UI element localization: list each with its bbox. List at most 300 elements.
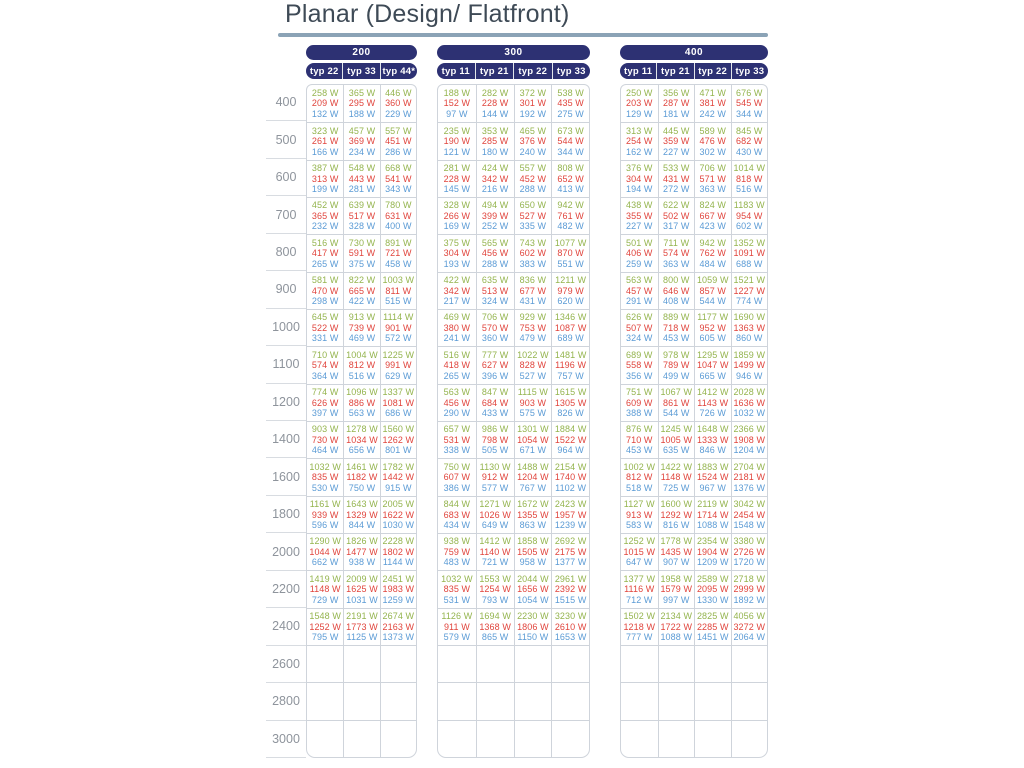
power-cell xyxy=(658,608,695,645)
value-mid: 1957 W xyxy=(554,509,587,520)
value-high: 626 W xyxy=(625,312,653,323)
value-low: 328 W xyxy=(348,221,376,232)
power-cell xyxy=(514,309,552,346)
power-cell xyxy=(514,533,552,570)
value-mid: 1904 W xyxy=(696,546,729,557)
value-mid: 609 W xyxy=(625,397,653,408)
value-mid: 570 W xyxy=(481,322,509,333)
value-high: 422 W xyxy=(443,275,471,286)
value-mid: 1355 W xyxy=(517,509,549,520)
value-low: 518 W xyxy=(625,482,653,493)
power-cell xyxy=(307,384,343,421)
value-high: 3380 W xyxy=(733,536,766,547)
value-low: 288 W xyxy=(481,258,509,269)
value-mid: 304 W xyxy=(443,248,471,259)
power-cell xyxy=(343,570,379,607)
value-low: 252 W xyxy=(481,221,509,232)
row-label: 600 xyxy=(266,159,306,196)
value-high: 1130 W xyxy=(479,461,511,472)
value-low: 1892 W xyxy=(733,594,766,605)
value-mid: 342 W xyxy=(443,285,471,296)
value-mid: 574 W xyxy=(662,248,690,259)
power-cell xyxy=(380,608,416,645)
value-low: 635 W xyxy=(662,445,690,456)
value-mid: 684 W xyxy=(481,397,509,408)
value-high: 258 W xyxy=(311,87,339,98)
value-mid: 1087 W xyxy=(554,322,587,333)
power-cell xyxy=(658,720,695,757)
value-mid: 602 W xyxy=(519,248,547,259)
value-low: 129 W xyxy=(625,108,653,119)
value-high: 942 W xyxy=(699,237,726,248)
value-mid: 380 W xyxy=(443,322,471,333)
power-cell xyxy=(551,496,589,533)
value-mid: 1182 W xyxy=(346,472,378,483)
column-header: typ 21 xyxy=(476,63,514,79)
group-300 xyxy=(437,45,590,758)
power-cell xyxy=(438,234,476,271)
row-label: 2200 xyxy=(266,571,306,608)
power-cell xyxy=(438,384,476,421)
value-high: 2674 W xyxy=(382,611,415,622)
value-high: 516 W xyxy=(443,349,471,360)
value-high: 1290 W xyxy=(309,536,341,547)
value-mid: 903 W xyxy=(519,397,547,408)
value-high: 1481 W xyxy=(554,349,587,360)
value-mid: 913 W xyxy=(625,509,653,520)
value-low: 1144 W xyxy=(382,557,414,568)
value-mid: 631 W xyxy=(385,210,412,221)
value-high: 2825 W xyxy=(696,611,729,622)
power-cell xyxy=(343,197,379,234)
value-mid: 369 W xyxy=(348,136,376,147)
value-high: 452 W xyxy=(311,200,339,211)
value-high: 1003 W xyxy=(382,275,415,286)
value-mid: 762 W xyxy=(699,248,726,259)
value-high: 1032 W xyxy=(441,573,473,584)
value-low: 241 W xyxy=(443,333,471,344)
power-cell xyxy=(551,234,589,271)
value-high: 2119 W xyxy=(697,499,729,510)
value-high: 1560 W xyxy=(382,424,415,435)
row-label: 1100 xyxy=(266,346,306,383)
value-high: 751 W xyxy=(625,387,653,398)
value-low: 579 W xyxy=(443,632,471,643)
value-high: 657 W xyxy=(443,424,471,435)
power-cell xyxy=(438,496,476,533)
value-low: 605 W xyxy=(699,333,726,344)
value-mid: 1140 W xyxy=(479,546,511,557)
value-high: 645 W xyxy=(311,312,339,323)
power-cell xyxy=(514,384,552,421)
value-low: 317 W xyxy=(662,221,690,232)
value-mid: 753 W xyxy=(519,322,547,333)
value-high: 1346 W xyxy=(554,312,587,323)
power-cell xyxy=(621,421,658,458)
power-cell xyxy=(658,384,695,421)
power-cell xyxy=(438,458,476,495)
value-low: 563 W xyxy=(348,408,376,419)
value-low: 356 W xyxy=(625,370,653,381)
power-cell xyxy=(343,309,379,346)
value-high: 824 W xyxy=(699,200,726,211)
value-low: 544 W xyxy=(699,296,726,307)
value-high: 1278 W xyxy=(346,424,378,435)
power-table-200 xyxy=(306,84,417,758)
value-low: 964 W xyxy=(557,445,584,456)
value-low: 907 W xyxy=(662,557,690,568)
power-cell xyxy=(731,533,768,570)
power-cell xyxy=(551,346,589,383)
value-mid: 1435 W xyxy=(660,546,693,557)
value-mid: 2095 W xyxy=(696,584,729,595)
power-cell xyxy=(438,608,476,645)
value-low: 1150 W xyxy=(517,632,549,643)
value-low: 180 W xyxy=(481,146,509,157)
value-mid: 730 W xyxy=(311,434,339,445)
value-low: 527 W xyxy=(519,370,547,381)
power-cell xyxy=(514,645,552,682)
power-cell xyxy=(621,682,658,719)
value-mid: 452 W xyxy=(519,173,547,184)
power-cell xyxy=(731,458,768,495)
value-high: 353 W xyxy=(481,125,509,136)
value-high: 1826 W xyxy=(346,536,378,547)
power-cell xyxy=(380,421,416,458)
power-cell xyxy=(621,234,658,271)
value-low: 1031 W xyxy=(346,594,378,605)
power-cell xyxy=(307,570,343,607)
group-width-header: 400 xyxy=(620,45,768,60)
value-high: 2423 W xyxy=(554,499,587,510)
power-cell xyxy=(731,122,768,159)
value-mid: 527 W xyxy=(519,210,547,221)
value-mid: 912 W xyxy=(481,472,509,483)
value-mid: 979 W xyxy=(557,285,584,296)
value-low: 712 W xyxy=(625,594,653,605)
power-cell xyxy=(380,496,416,533)
value-high: 780 W xyxy=(385,200,412,211)
value-low: 363 W xyxy=(662,258,690,269)
value-mid: 152 W xyxy=(443,98,471,109)
value-high: 650 W xyxy=(519,200,547,211)
value-mid: 626 W xyxy=(311,397,339,408)
value-high: 1615 W xyxy=(554,387,587,398)
value-high: 1422 W xyxy=(660,461,693,472)
power-cell xyxy=(514,85,552,122)
value-low: 338 W xyxy=(443,445,471,456)
value-low: 620 W xyxy=(557,296,584,307)
value-high: 565 W xyxy=(481,237,509,248)
value-low: 1376 W xyxy=(733,482,766,493)
power-cell xyxy=(380,309,416,346)
power-cell xyxy=(514,234,552,271)
value-low: 388 W xyxy=(625,408,653,419)
power-cell xyxy=(476,197,514,234)
value-high: 689 W xyxy=(625,349,653,360)
value-high: 1419 W xyxy=(309,573,341,584)
value-high: 800 W xyxy=(662,275,690,286)
power-cell xyxy=(476,570,514,607)
power-cell xyxy=(343,122,379,159)
power-cell xyxy=(476,682,514,719)
value-high: 844 W xyxy=(443,499,471,510)
value-mid: 522 W xyxy=(311,322,339,333)
value-low: 458 W xyxy=(385,258,412,269)
value-low: 265 W xyxy=(311,258,339,269)
value-low: 846 W xyxy=(699,445,726,456)
value-high: 730 W xyxy=(348,237,376,248)
value-mid: 1329 W xyxy=(346,509,378,520)
power-cell xyxy=(658,160,695,197)
power-cell xyxy=(307,122,343,159)
value-mid: 209 W xyxy=(311,98,339,109)
value-high: 1884 W xyxy=(554,424,587,435)
value-mid: 295 W xyxy=(348,98,376,109)
value-low: 181 W xyxy=(662,108,690,119)
value-high: 777 W xyxy=(481,349,509,360)
value-low: 335 W xyxy=(519,221,547,232)
value-high: 3042 W xyxy=(733,499,766,510)
value-mid: 1522 W xyxy=(554,434,587,445)
value-low: 483 W xyxy=(443,557,471,568)
value-high: 387 W xyxy=(311,163,339,174)
value-low: 777 W xyxy=(625,632,653,643)
power-cell xyxy=(551,309,589,346)
value-mid: 1143 W xyxy=(697,397,729,408)
value-mid: 835 W xyxy=(311,472,339,483)
power-cell xyxy=(551,384,589,421)
value-high: 2191 W xyxy=(346,611,378,622)
value-high: 2044 W xyxy=(517,573,549,584)
value-high: 1883 W xyxy=(696,461,729,472)
value-high: 1694 W xyxy=(479,611,511,622)
value-mid: 1908 W xyxy=(733,434,766,445)
group-width-header: 300 xyxy=(437,45,590,60)
power-cell xyxy=(621,309,658,346)
value-low: 169 W xyxy=(443,221,471,232)
value-high: 808 W xyxy=(557,163,584,174)
power-cell xyxy=(307,720,343,757)
column-header: typ 33 xyxy=(732,63,768,79)
power-cell xyxy=(694,122,731,159)
value-low: 397 W xyxy=(311,408,339,419)
value-high: 1096 W xyxy=(346,387,378,398)
value-high: 986 W xyxy=(481,424,509,435)
value-low: 227 W xyxy=(662,146,690,157)
power-cell xyxy=(476,608,514,645)
value-low: 433 W xyxy=(481,408,509,419)
value-high: 446 W xyxy=(385,87,412,98)
value-low: 1720 W xyxy=(733,557,766,568)
value-mid: 1044 W xyxy=(309,546,341,557)
value-high: 1461 W xyxy=(346,461,378,472)
power-cell xyxy=(476,160,514,197)
power-cell xyxy=(343,458,379,495)
value-mid: 886 W xyxy=(348,397,376,408)
value-mid: 406 W xyxy=(625,248,653,259)
row-label: 2800 xyxy=(266,683,306,720)
value-low: 242 W xyxy=(699,108,726,119)
value-high: 639 W xyxy=(348,200,376,211)
value-low: 530 W xyxy=(311,482,339,493)
power-cell xyxy=(731,421,768,458)
value-low: 363 W xyxy=(699,184,726,195)
value-high: 1782 W xyxy=(382,461,415,472)
value-mid: 901 W xyxy=(385,322,412,333)
power-cell xyxy=(476,720,514,757)
power-cell xyxy=(731,160,768,197)
power-cell xyxy=(514,272,552,309)
value-low: 629 W xyxy=(385,370,412,381)
value-mid: 911 W xyxy=(443,621,470,632)
value-low: 1209 W xyxy=(696,557,729,568)
value-low: 1204 W xyxy=(733,445,766,456)
power-cell xyxy=(621,645,658,682)
row-label: 1000 xyxy=(266,309,306,346)
value-high: 2009 W xyxy=(346,573,378,584)
power-cell xyxy=(621,570,658,607)
value-high: 465 W xyxy=(519,125,547,136)
power-cell xyxy=(476,496,514,533)
value-high: 471 W xyxy=(699,87,726,98)
value-low: 577 W xyxy=(481,482,509,493)
value-low: 671 W xyxy=(519,445,547,456)
value-low: 729 W xyxy=(311,594,339,605)
power-cell xyxy=(476,645,514,682)
power-cell xyxy=(438,720,476,757)
value-mid: 607 W xyxy=(443,472,471,483)
value-low: 531 W xyxy=(443,594,471,605)
value-high: 1643 W xyxy=(346,499,378,510)
power-cell xyxy=(551,421,589,458)
value-low: 1030 W xyxy=(382,520,415,531)
power-cell xyxy=(658,122,695,159)
power-cell xyxy=(380,160,416,197)
power-cell xyxy=(343,496,379,533)
value-low: 997 W xyxy=(662,594,690,605)
power-cell xyxy=(476,272,514,309)
value-mid: 812 W xyxy=(625,472,653,483)
value-low: 144 W xyxy=(481,108,509,119)
value-high: 673 W xyxy=(557,125,584,136)
value-low: 360 W xyxy=(481,333,509,344)
value-high: 2451 W xyxy=(382,573,415,584)
power-cell xyxy=(551,682,589,719)
value-high: 929 W xyxy=(519,312,547,323)
power-cell xyxy=(621,85,658,122)
power-cell xyxy=(731,682,768,719)
power-cell xyxy=(476,234,514,271)
value-low: 1548 W xyxy=(733,520,766,531)
value-mid: 667 W xyxy=(699,210,726,221)
value-low: 583 W xyxy=(625,520,653,531)
value-low: 162 W xyxy=(625,146,653,157)
value-mid: 1622 W xyxy=(382,509,415,520)
value-mid: 1477 W xyxy=(346,546,378,557)
value-high: 3230 W xyxy=(554,611,587,622)
power-cell xyxy=(307,346,343,383)
value-high: 1032 W xyxy=(309,461,341,472)
value-mid: 718 W xyxy=(662,322,690,333)
row-label: 1200 xyxy=(266,384,306,421)
power-cell xyxy=(476,309,514,346)
value-mid: 721 W xyxy=(385,248,412,259)
power-cell xyxy=(694,608,731,645)
power-cell xyxy=(731,234,768,271)
value-low: 2064 W xyxy=(733,632,766,643)
value-mid: 285 W xyxy=(481,136,509,147)
power-cell xyxy=(476,458,514,495)
value-mid: 435 W xyxy=(557,98,584,109)
value-mid: 954 W xyxy=(735,210,763,221)
value-mid: 1054 W xyxy=(517,434,549,445)
power-cell xyxy=(551,645,589,682)
value-high: 376 W xyxy=(625,163,653,174)
value-high: 1004 W xyxy=(346,349,378,360)
value-low: 516 W xyxy=(735,184,763,195)
power-cell xyxy=(658,85,695,122)
value-mid: 359 W xyxy=(662,136,690,147)
power-cell xyxy=(731,309,768,346)
power-cell xyxy=(731,85,768,122)
value-low: 1377 W xyxy=(554,557,587,568)
power-cell xyxy=(380,645,416,682)
value-mid: 1442 W xyxy=(382,472,415,483)
value-mid: 1625 W xyxy=(346,584,378,595)
power-cell xyxy=(658,570,695,607)
value-mid: 2285 W xyxy=(696,621,729,632)
value-low: 194 W xyxy=(625,184,653,195)
power-cell xyxy=(731,272,768,309)
power-cell xyxy=(307,85,343,122)
value-mid: 2163 W xyxy=(382,621,415,632)
power-cell xyxy=(658,496,695,533)
value-mid: 1773 W xyxy=(346,621,378,632)
power-cell xyxy=(380,85,416,122)
value-low: 324 W xyxy=(625,333,653,344)
power-cell xyxy=(658,309,695,346)
value-high: 942 W xyxy=(557,200,584,211)
power-cell xyxy=(731,720,768,757)
value-mid: 1196 W xyxy=(555,360,587,371)
value-high: 313 W xyxy=(625,125,653,136)
value-high: 281 W xyxy=(443,163,471,174)
value-low: 232 W xyxy=(311,221,339,232)
value-mid: 1524 W xyxy=(696,472,729,483)
value-high: 2589 W xyxy=(696,573,729,584)
value-high: 1077 W xyxy=(554,237,587,248)
value-mid: 558 W xyxy=(625,360,653,371)
power-cell xyxy=(694,85,731,122)
power-cell xyxy=(514,682,552,719)
value-low: 408 W xyxy=(662,296,690,307)
value-high: 2366 W xyxy=(733,424,766,435)
power-cell xyxy=(380,197,416,234)
value-low: 482 W xyxy=(557,221,584,232)
value-low: 826 W xyxy=(557,408,584,419)
value-low: 750 W xyxy=(348,482,376,493)
row-label: 2400 xyxy=(266,608,306,645)
power-cell xyxy=(307,421,343,458)
value-high: 1488 W xyxy=(517,461,549,472)
power-cell xyxy=(380,346,416,383)
value-mid: 939 W xyxy=(311,509,339,520)
value-high: 635 W xyxy=(481,275,509,286)
value-mid: 1081 W xyxy=(382,397,415,408)
value-low: 795 W xyxy=(311,632,339,643)
power-cell xyxy=(658,421,695,458)
